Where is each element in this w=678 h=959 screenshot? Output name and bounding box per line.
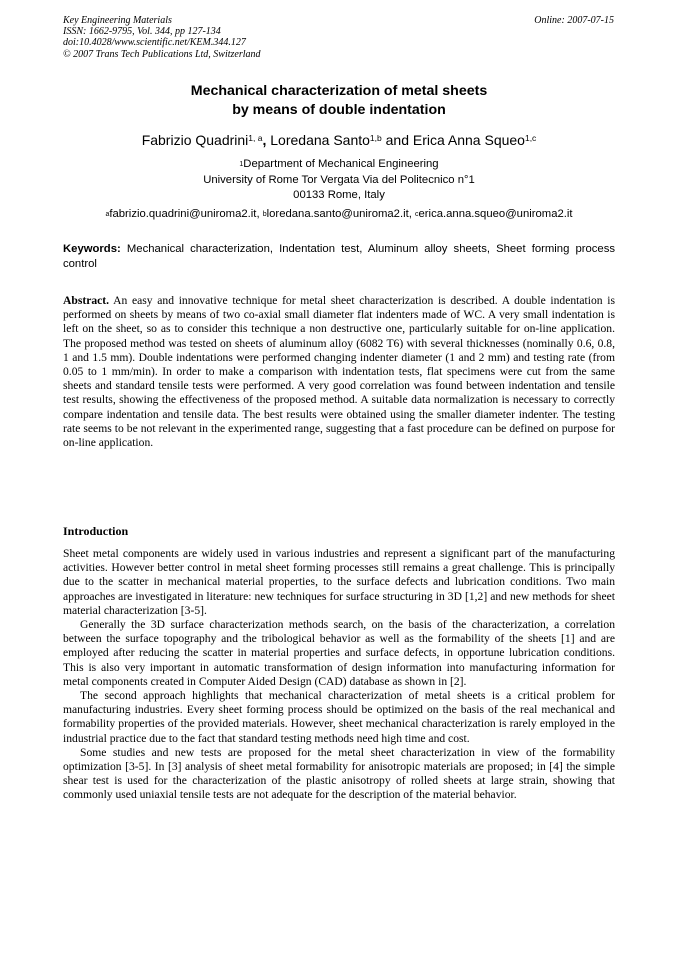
email-address[interactable]: erica.anna.squeo@uniroma2.it — [418, 208, 573, 220]
affiliation-line-2: University of Rome Tor Vergata Via del Politecnico n°1 — [203, 173, 475, 186]
paragraph: Generally the 3D surface characterization methods search, on the basis of the characterization, a correlation between the surface topography and the tribological behavior as well as the formability of the sheets [1] and are employed after reducing the scatter in material properties and surface defects, in opportune lubrication conditions. This is also very important in automatic transformation of design information into manufacturing information for metal components created in Computer Aided Design (CAD) database as shown in [2]. — [63, 618, 615, 688]
email-list: $^a$fabrizio.quadrini@uniroma2.it, $^b$loredana.santo@uniroma2.it, $^c$erica.anna.squeo@uniroma2.it — [105, 208, 573, 220]
email-address[interactable]: fabrizio.quadrini@uniroma2.it — [109, 208, 257, 220]
keywords-label: Keywords: — [63, 243, 121, 255]
title-line-1: Mechanical characterization of metal sheets — [190, 83, 488, 99]
paragraph: Some studies and new tests are proposed for the metal sheet characterization in view of the formability optimization [3-5]. In [3] analysis of sheet metal formability for anisotropic materials are proposed; in [4] the simple shear test is used for the characterization of the plastic anisotropy of rolled sheets at large strain, showing that commonly used uniaxial tensile tests are not adequate for the description of the material behavior. — [63, 745, 615, 802]
abstract-label: Abstract. — [63, 294, 110, 307]
abstract — [63, 294, 615, 450]
author-name: Erica Anna Squeo — [412, 132, 525, 148]
journal-name: Key Engineering Materials — [63, 15, 172, 26]
journal-issn: ISSN: 1662-9795, Vol. 344, pp 127-134 — [63, 26, 221, 38]
email-address[interactable]: loredana.santo@uniroma2.it — [266, 208, 409, 220]
author-comma: , — [262, 132, 267, 148]
email-sup: c — [415, 211, 419, 218]
journal-header — [63, 15, 261, 60]
author-list — [63, 131, 615, 149]
affiliation-line-1: $^1$Department of Mechanical Engineering — [239, 158, 439, 170]
paragraph: The second approach highlights that mechanical characterization of metal sheets is a critical problem for manufacturing industries. Every sheet forming process should be optimized on the basis of the real mechanical and formability properties of the provided materials. However, sheet mechanical characterization is rarely employed in the industrial practice due to the fact that standard testing methods need high time and cost. — [63, 689, 615, 745]
author-name: Loredana Santo — [270, 132, 370, 148]
author-name: Fabrizio Quadrini — [141, 132, 249, 148]
keywords — [63, 242, 615, 272]
author-sup: 1,c — [524, 133, 537, 143]
paragraph: Sheet metal components are widely used in various industries and represent a significant part of the manufacturing activities. However better control in metal sheet forming processes still remains a great challenge. This is principally due to the scatter in mechanical material properties, to the surface defects and lubrication conditions. Two main approaches are investigated in literature: new techniques for surface structuring in 3D [1,2] and new methods for sheet material characterization [3-5]. — [63, 547, 615, 617]
author-and: and — [385, 132, 409, 148]
email-sup: b — [262, 211, 267, 218]
email-sup: a — [105, 211, 110, 218]
introduction-heading: Introduction — [63, 524, 129, 538]
online-date: Online: 2007-07-15 — [534, 15, 614, 26]
author-sup: 1, a — [248, 133, 263, 143]
affiliation-line-3: 00133 Rome, Italy — [293, 189, 385, 202]
paper-title — [63, 82, 615, 120]
journal-copyright: © 2007 Trans Tech Publications Ltd, Switzerland — [63, 48, 261, 60]
keywords-text: Mechanical characterization, Indentation test, Aluminum alloy sheets, Sheet forming process control — [63, 243, 616, 271]
author-sup: 1,b — [369, 133, 382, 143]
affiliation-sup: 1 — [239, 161, 244, 168]
journal-doi: doi:10.4028/www.scientific.net/KEM.344.127 — [63, 37, 246, 49]
abstract-text: An easy and innovative technique for metal sheet characterization is described. A double indentation is performed on sheets by means of two co-axial small diameter flat indenters made of WC. A very small indentation is left on the sheet, so as to consider this technique a non destructive one, particularly suitable for on-line application. The proposed method was tested on sheets of aluminum alloy (6082 T6) with several thicknesses (nominally 0.6, 0.8, 1 and 1.5 mm). Double indentations were performed changing indenter diameter (1 and 2 mm) and testing rate (from 0.05 to 1 mm/min). In order to make a comparison with indentation tests, flat specimens were cut from the same sheets and standard tensile tests were performed. A very good correlation was found between indentation and tensile test results, showing the effectiveness of the proposed method. A suitable data normalization is necessary to correctly compare indentation and tensile data. The best results were obtained using the smaller diameter indenter. The testing rate seems to be not relevant in the experimented range, suggesting that a fast procedure can be defined on purpose for on-line application. — [63, 294, 615, 450]
introduction-body — [63, 547, 615, 803]
affiliation — [63, 157, 615, 204]
title-line-2: by means of double indentation — [232, 102, 446, 118]
